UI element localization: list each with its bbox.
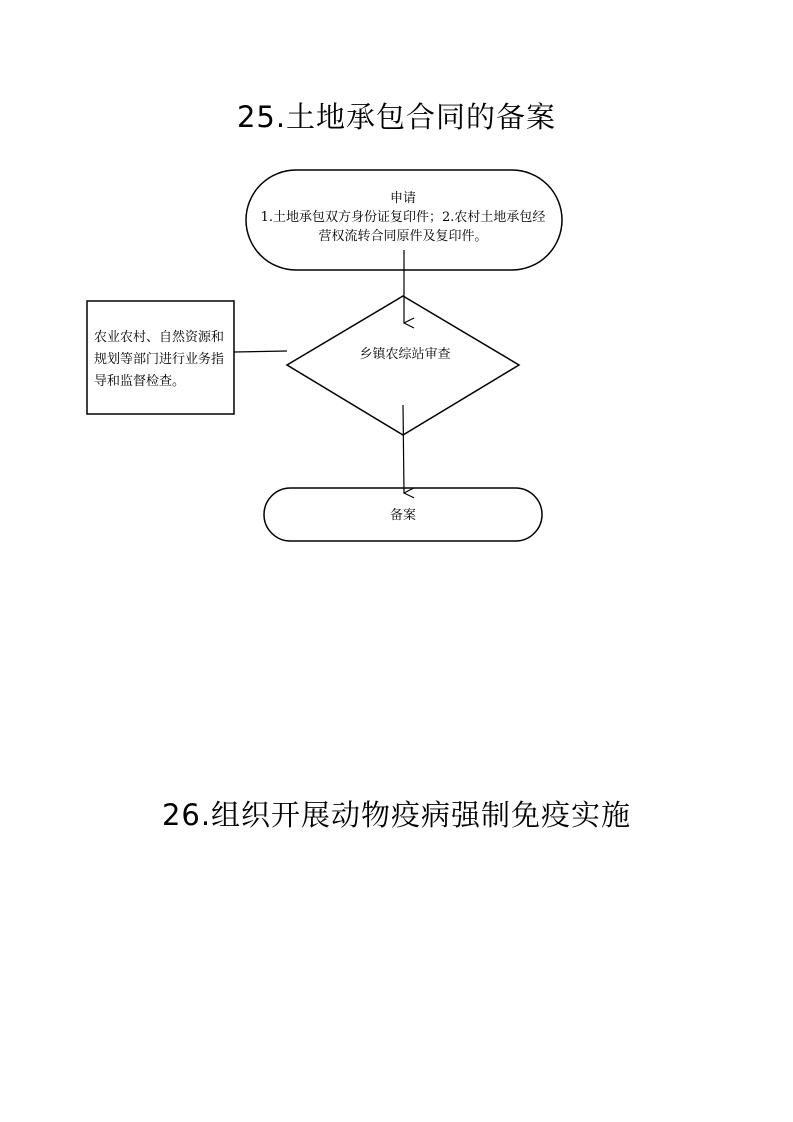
apply-detail: 1.土地承包双方身份证复印件；2.农村土地承包经营权流转合同原件及复印件。 [260, 210, 546, 244]
connector-supervision-to-review [234, 351, 287, 352]
supervision-label: 农业农村、自然资源和规划等部门进行业务指导和监督检查。 [94, 330, 225, 389]
review-label: 乡镇农综站审查 [359, 347, 451, 362]
apply-label: 申请 [389, 191, 416, 206]
record-label: 备案 [389, 508, 416, 523]
arrow-review-to-record [403, 405, 404, 493]
apply-node-text [258, 189, 548, 246]
section-title-26: 26.组织开展动物疫病强制免疫实施 [161, 798, 632, 832]
section-title-25: 25.土地承包合同的备案 [236, 100, 557, 134]
